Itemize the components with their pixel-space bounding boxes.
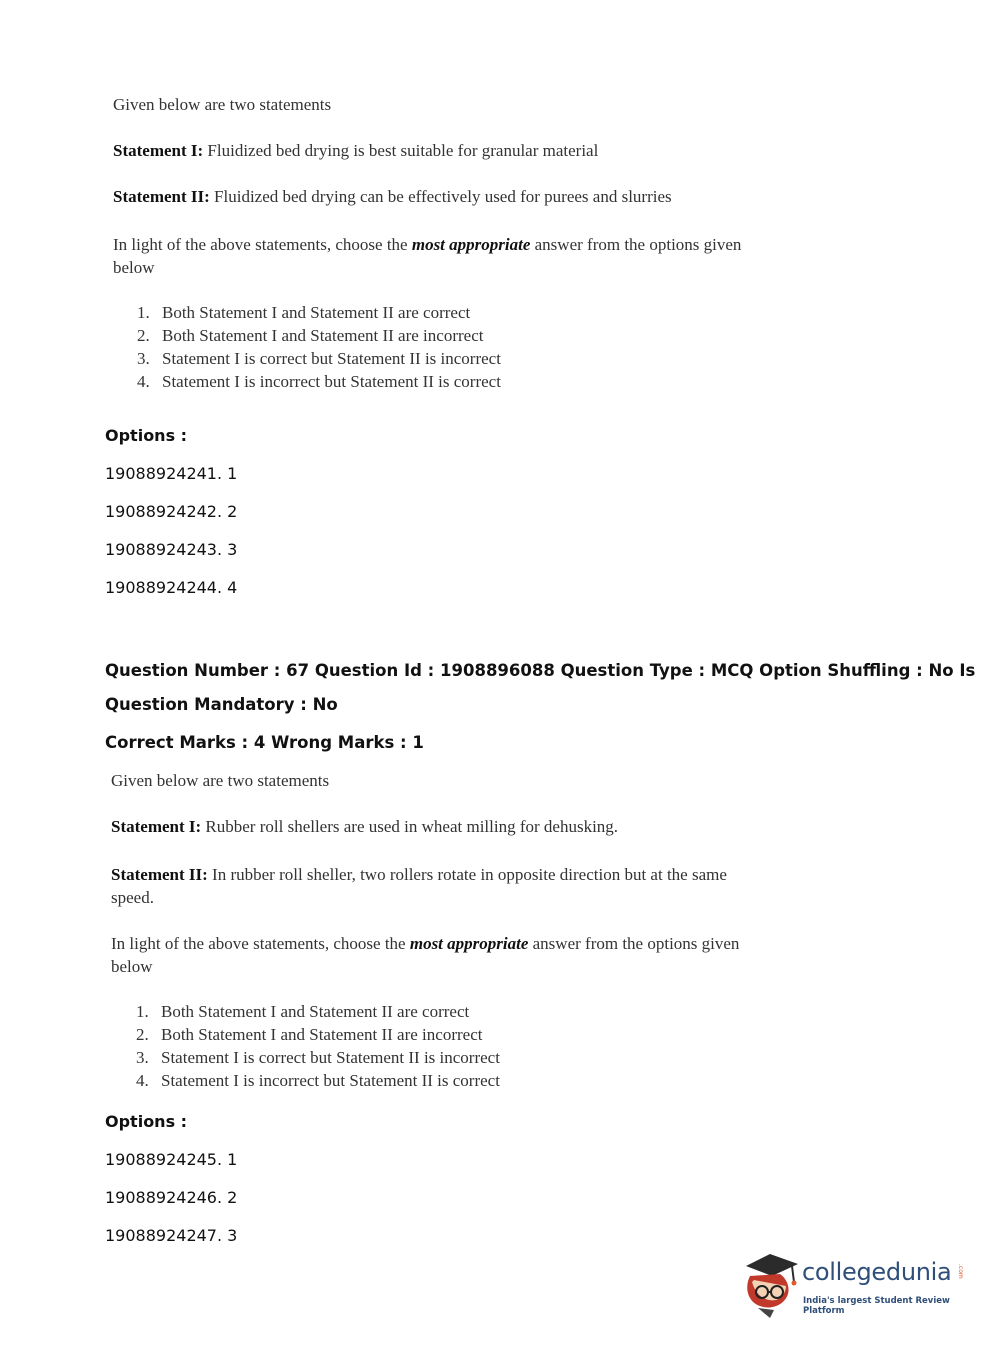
choice-item: [137, 324, 501, 347]
choice-number: 1.: [136, 1002, 149, 1021]
choice-number: 2.: [136, 1025, 149, 1044]
choice-text: Both Statement I and Statement II are incorrect: [162, 326, 484, 345]
choice-item: [136, 1069, 500, 1092]
instruction: [111, 932, 739, 978]
choice-item: [136, 1000, 500, 1023]
statement-one-label: Statement I:: [111, 817, 202, 836]
instruction: [113, 233, 741, 279]
option-item: 19088924242. 2: [105, 502, 238, 521]
choice-text: Both Statement I and Statement II are incorrect: [161, 1025, 483, 1044]
options-heading: Options :: [105, 1112, 188, 1131]
choice-number: 1.: [137, 303, 150, 322]
option-item: 19088924247. 3: [105, 1226, 238, 1245]
option-item: 19088924243. 3: [105, 540, 238, 559]
statement-intro: Given below are two statements: [111, 771, 330, 790]
statement-two: [113, 187, 672, 207]
choice-number: 3.: [136, 1048, 149, 1067]
collegedunia-logo[interactable]: [740, 1248, 970, 1320]
option-item: 19088924245. 1: [105, 1150, 238, 1169]
choice-number: 4.: [137, 372, 150, 391]
logo-domain: .com: [957, 1264, 964, 1279]
logo-tagline: India's largest Student Review Platform: [803, 1296, 950, 1316]
choice-number: 2.: [137, 326, 150, 345]
statement-two-text: In rubber roll sheller, two rollers rotate in opposite direction but at the same: [207, 865, 727, 884]
choice-item: [137, 370, 501, 393]
statement-two-text: Fluidized bed drying can be effectively used for purees and slurries: [209, 187, 672, 206]
instruction-emphasis: most appropriate: [409, 934, 529, 953]
choice-text: Statement I is correct but Statement II is incorrect: [161, 1048, 500, 1067]
choice-list: [137, 301, 501, 393]
instruction-emphasis: most appropriate: [411, 235, 531, 254]
logo-wordmark: collegedunia: [802, 1258, 952, 1286]
choice-item: [136, 1023, 500, 1046]
option-item: 19088924246. 2: [105, 1188, 238, 1207]
choice-item: [136, 1046, 500, 1069]
choice-item: [137, 347, 501, 370]
option-item: 19088924241. 1: [105, 464, 238, 483]
question-header-continued: Question Mandatory : No: [105, 695, 338, 714]
statement-two-label: Statement II:: [113, 187, 210, 206]
choice-text: Both Statement I and Statement II are correct: [162, 303, 471, 322]
choice-text: Statement I is incorrect but Statement II is correct: [162, 372, 501, 391]
statement-two: [111, 863, 727, 909]
instruction-line-two: below: [113, 258, 155, 277]
choice-number: 4.: [136, 1071, 149, 1090]
instruction-text-end: answer from the options given: [530, 235, 742, 254]
choice-list: [136, 1000, 500, 1092]
statement-one-label: Statement I:: [113, 141, 204, 160]
options-heading: Options :: [105, 426, 188, 445]
statement-two-line-two: speed.: [111, 888, 154, 907]
instruction-text-end: answer from the options given: [528, 934, 740, 953]
choice-text: Both Statement I and Statement II are correct: [161, 1002, 470, 1021]
instruction-text: In light of the above statements, choose the: [111, 934, 410, 953]
instruction-text: In light of the above statements, choose the: [113, 235, 412, 254]
choice-item: [137, 301, 501, 324]
statement-intro: Given below are two statements: [113, 95, 332, 114]
instruction-line-two: below: [111, 957, 153, 976]
choice-text: Statement I is incorrect but Statement II is correct: [161, 1071, 500, 1090]
statement-two-label: Statement II:: [111, 865, 208, 884]
choice-number: 3.: [137, 349, 150, 368]
choice-text: Statement I is correct but Statement II is incorrect: [162, 349, 501, 368]
statement-one-text: Fluidized bed drying is best suitable for granular material: [203, 141, 599, 160]
question-header: Question Number : 67 Question Id : 1908896088 Question Type : MCQ Option Shuffling : No Is: [105, 661, 976, 680]
statement-one: [113, 141, 598, 161]
question-marks: Correct Marks : 4 Wrong Marks : 1: [105, 733, 424, 752]
option-item: 19088924244. 4: [105, 578, 238, 597]
mascot-icon: [740, 1248, 802, 1320]
statement-one-text: Rubber roll shellers are used in wheat milling for dehusking.: [201, 817, 619, 836]
statement-one: [111, 817, 618, 837]
